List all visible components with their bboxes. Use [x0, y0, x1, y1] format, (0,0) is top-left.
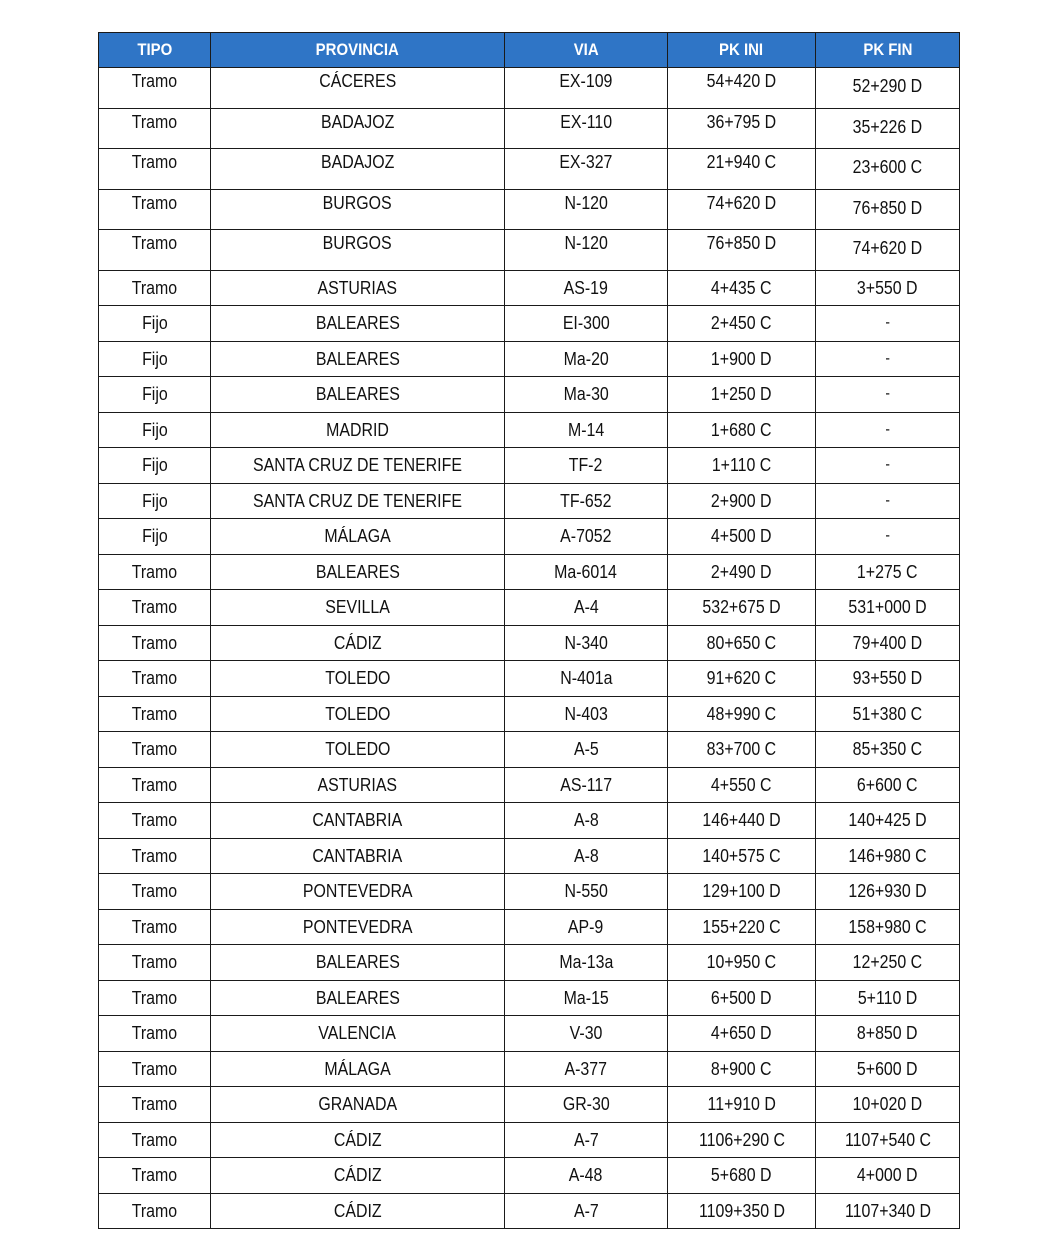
cell-tipo: Tramo — [99, 625, 211, 661]
cell-pk-fin: 79+400 D — [816, 625, 960, 661]
table-row — [99, 306, 960, 342]
cell-pk-fin: 1107+340 D — [816, 1193, 960, 1229]
cell-via: TF-652 — [505, 483, 668, 519]
cell-pk-ini: 11+910 D — [668, 1087, 816, 1123]
cell-via: A-8 — [505, 803, 668, 839]
cell-pk-fin: 531+000 D — [816, 590, 960, 626]
cell-provincia: BURGOS — [211, 230, 505, 271]
cell-via: A-4 — [505, 590, 668, 626]
cell-tipo: Tramo — [99, 1122, 211, 1158]
cell-pk-ini: 129+100 D — [668, 874, 816, 910]
cell-pk-ini: 4+550 C — [668, 767, 816, 803]
cell-via: GR-30 — [505, 1087, 668, 1123]
cell-tipo: Tramo — [99, 803, 211, 839]
cell-provincia: BALEARES — [211, 554, 505, 590]
cell-provincia: SANTA CRUZ DE TENERIFE — [211, 448, 505, 484]
cell-tipo: Tramo — [99, 149, 211, 190]
cell-provincia: MÁLAGA — [211, 519, 505, 555]
cell-pk-fin: 93+550 D — [816, 661, 960, 697]
cell-pk-fin: 74+620 D — [816, 230, 960, 271]
cell-pk-ini: 10+950 C — [668, 945, 816, 981]
cell-pk-ini: 1+250 D — [668, 377, 816, 413]
table-row — [99, 270, 960, 306]
cell-tipo: Tramo — [99, 270, 211, 306]
cell-via: Ma-6014 — [505, 554, 668, 590]
cell-via: Ma-15 — [505, 980, 668, 1016]
header-pk-ini: PK INI — [668, 33, 816, 68]
cell-via: Ma-20 — [505, 341, 668, 377]
cell-pk-ini: 6+500 D — [668, 980, 816, 1016]
table-row — [99, 230, 960, 271]
table-row — [99, 412, 960, 448]
cell-pk-ini: 36+795 D — [668, 108, 816, 149]
cell-pk-fin: 1107+540 C — [816, 1122, 960, 1158]
cell-tipo: Tramo — [99, 874, 211, 910]
cell-pk-fin: 76+850 D — [816, 189, 960, 230]
cell-tipo: Tramo — [99, 1016, 211, 1052]
cell-tipo: Fijo — [99, 412, 211, 448]
cell-pk-ini: 2+450 C — [668, 306, 816, 342]
cell-pk-ini: 1+900 D — [668, 341, 816, 377]
cell-via: AP-9 — [505, 909, 668, 945]
table-row — [99, 108, 960, 149]
table-row — [99, 1193, 960, 1229]
cell-tipo: Tramo — [99, 590, 211, 626]
table-row — [99, 696, 960, 732]
cell-provincia: BALEARES — [211, 306, 505, 342]
cell-pk-fin: - — [816, 412, 960, 448]
table-row — [99, 661, 960, 697]
header-via: VIA — [505, 33, 668, 68]
cell-via: Ma-30 — [505, 377, 668, 413]
table-row — [99, 1016, 960, 1052]
cell-provincia: VALENCIA — [211, 1016, 505, 1052]
cell-via: Ma-13a — [505, 945, 668, 981]
cell-tipo: Tramo — [99, 68, 211, 109]
cell-pk-ini: 155+220 C — [668, 909, 816, 945]
table-row — [99, 874, 960, 910]
cell-pk-fin: 52+290 D — [816, 68, 960, 109]
cell-tipo: Tramo — [99, 909, 211, 945]
cell-pk-fin: 10+020 D — [816, 1087, 960, 1123]
cell-provincia: TOLEDO — [211, 661, 505, 697]
cell-via: TF-2 — [505, 448, 668, 484]
cell-via: EI-300 — [505, 306, 668, 342]
cell-pk-fin: 3+550 D — [816, 270, 960, 306]
cell-pk-fin: 158+980 C — [816, 909, 960, 945]
table-row — [99, 980, 960, 1016]
cell-tipo: Tramo — [99, 230, 211, 271]
cell-tipo: Tramo — [99, 945, 211, 981]
cell-via: N-403 — [505, 696, 668, 732]
table-row — [99, 767, 960, 803]
cell-pk-ini: 1+110 C — [668, 448, 816, 484]
cell-pk-ini: 80+650 C — [668, 625, 816, 661]
cell-pk-ini: 54+420 D — [668, 68, 816, 109]
cell-tipo: Tramo — [99, 554, 211, 590]
cell-pk-fin: 51+380 C — [816, 696, 960, 732]
cell-provincia: MÁLAGA — [211, 1051, 505, 1087]
cell-tipo: Fijo — [99, 341, 211, 377]
table-row — [99, 341, 960, 377]
table-row — [99, 590, 960, 626]
cell-pk-fin: 140+425 D — [816, 803, 960, 839]
table-row — [99, 448, 960, 484]
cell-pk-fin: 146+980 C — [816, 838, 960, 874]
cell-pk-fin: - — [816, 306, 960, 342]
table-row — [99, 554, 960, 590]
cell-via: N-550 — [505, 874, 668, 910]
cell-via: N-120 — [505, 230, 668, 271]
cell-provincia: SEVILLA — [211, 590, 505, 626]
table-row — [99, 189, 960, 230]
cell-via: EX-110 — [505, 108, 668, 149]
table-row — [99, 68, 960, 109]
table-row — [99, 519, 960, 555]
table-row — [99, 483, 960, 519]
cell-provincia: TOLEDO — [211, 732, 505, 768]
cell-provincia: CÁDIZ — [211, 1193, 505, 1229]
header-provincia: PROVINCIA — [211, 33, 505, 68]
cell-provincia: CÁDIZ — [211, 1158, 505, 1194]
cell-tipo: Tramo — [99, 1158, 211, 1194]
cell-tipo: Fijo — [99, 519, 211, 555]
cell-provincia: BADAJOZ — [211, 108, 505, 149]
cell-via: EX-109 — [505, 68, 668, 109]
cell-via: N-401a — [505, 661, 668, 697]
cell-provincia: BALEARES — [211, 945, 505, 981]
cell-via: N-120 — [505, 189, 668, 230]
cell-pk-fin: - — [816, 341, 960, 377]
table-row — [99, 945, 960, 981]
cell-pk-ini: 2+490 D — [668, 554, 816, 590]
cell-pk-fin: 12+250 C — [816, 945, 960, 981]
cell-tipo: Fijo — [99, 306, 211, 342]
cell-provincia: ASTURIAS — [211, 270, 505, 306]
table-header-row — [99, 33, 960, 68]
cell-pk-fin: - — [816, 448, 960, 484]
cell-pk-fin: - — [816, 519, 960, 555]
cell-via: A-5 — [505, 732, 668, 768]
cell-tipo: Tramo — [99, 189, 211, 230]
cell-pk-fin: 5+600 D — [816, 1051, 960, 1087]
cell-via: V-30 — [505, 1016, 668, 1052]
cell-pk-ini: 83+700 C — [668, 732, 816, 768]
table-row — [99, 838, 960, 874]
cell-via: EX-327 — [505, 149, 668, 190]
cell-pk-ini: 74+620 D — [668, 189, 816, 230]
cell-via: M-14 — [505, 412, 668, 448]
table-row — [99, 1051, 960, 1087]
cell-tipo: Fijo — [99, 448, 211, 484]
cell-pk-fin: - — [816, 377, 960, 413]
cell-via: A-7 — [505, 1122, 668, 1158]
cell-tipo: Tramo — [99, 108, 211, 149]
cell-provincia: PONTEVEDRA — [211, 909, 505, 945]
cell-pk-ini: 8+900 C — [668, 1051, 816, 1087]
cell-tipo: Fijo — [99, 377, 211, 413]
cell-pk-ini: 2+900 D — [668, 483, 816, 519]
cell-pk-ini: 5+680 D — [668, 1158, 816, 1194]
cell-pk-ini: 4+435 C — [668, 270, 816, 306]
cell-via: AS-19 — [505, 270, 668, 306]
cell-tipo: Tramo — [99, 1087, 211, 1123]
table-row — [99, 377, 960, 413]
table-row — [99, 1122, 960, 1158]
table-row — [99, 803, 960, 839]
table-row — [99, 732, 960, 768]
cell-provincia: CÁDIZ — [211, 625, 505, 661]
cell-provincia: CÁCERES — [211, 68, 505, 109]
cell-provincia: BALEARES — [211, 980, 505, 1016]
cell-tipo: Tramo — [99, 661, 211, 697]
cell-pk-ini: 76+850 D — [668, 230, 816, 271]
cell-provincia: SANTA CRUZ DE TENERIFE — [211, 483, 505, 519]
cell-pk-ini: 146+440 D — [668, 803, 816, 839]
cell-via: AS-117 — [505, 767, 668, 803]
cell-via: A-8 — [505, 838, 668, 874]
cell-pk-fin: 23+600 C — [816, 149, 960, 190]
cell-pk-ini: 1106+290 C — [668, 1122, 816, 1158]
cell-provincia: BALEARES — [211, 377, 505, 413]
cell-pk-fin: - — [816, 483, 960, 519]
cell-pk-ini: 1+680 C — [668, 412, 816, 448]
cell-provincia: CANTABRIA — [211, 803, 505, 839]
cell-provincia: BURGOS — [211, 189, 505, 230]
cell-provincia: MADRID — [211, 412, 505, 448]
cell-provincia: CÁDIZ — [211, 1122, 505, 1158]
header-tipo: TIPO — [99, 33, 211, 68]
cell-provincia: BALEARES — [211, 341, 505, 377]
table-row — [99, 149, 960, 190]
cell-pk-fin: 6+600 C — [816, 767, 960, 803]
cell-pk-fin: 4+000 D — [816, 1158, 960, 1194]
cell-pk-ini: 48+990 C — [668, 696, 816, 732]
cell-via: N-340 — [505, 625, 668, 661]
cell-pk-ini: 21+940 C — [668, 149, 816, 190]
cell-pk-ini: 91+620 C — [668, 661, 816, 697]
cell-provincia: CANTABRIA — [211, 838, 505, 874]
cell-provincia: GRANADA — [211, 1087, 505, 1123]
cell-pk-ini: 4+650 D — [668, 1016, 816, 1052]
cell-pk-ini: 4+500 D — [668, 519, 816, 555]
cell-tipo: Tramo — [99, 732, 211, 768]
cell-via: A-7 — [505, 1193, 668, 1229]
cell-provincia: ASTURIAS — [211, 767, 505, 803]
cell-provincia: BADAJOZ — [211, 149, 505, 190]
table-row — [99, 625, 960, 661]
cell-pk-fin: 126+930 D — [816, 874, 960, 910]
cell-provincia: PONTEVEDRA — [211, 874, 505, 910]
cell-pk-fin: 35+226 D — [816, 108, 960, 149]
cell-pk-fin: 85+350 C — [816, 732, 960, 768]
cell-tipo: Tramo — [99, 1051, 211, 1087]
cell-via: A-377 — [505, 1051, 668, 1087]
table-body — [99, 68, 960, 1229]
cell-pk-fin: 8+850 D — [816, 1016, 960, 1052]
radar-locations-table — [98, 32, 960, 1229]
cell-via: A-48 — [505, 1158, 668, 1194]
cell-tipo: Tramo — [99, 838, 211, 874]
cell-tipo: Tramo — [99, 767, 211, 803]
cell-pk-ini: 532+675 D — [668, 590, 816, 626]
cell-provincia: TOLEDO — [211, 696, 505, 732]
cell-pk-ini: 140+575 C — [668, 838, 816, 874]
cell-tipo: Tramo — [99, 696, 211, 732]
cell-tipo: Tramo — [99, 980, 211, 1016]
cell-tipo: Fijo — [99, 483, 211, 519]
table-row — [99, 909, 960, 945]
cell-via: A-7052 — [505, 519, 668, 555]
cell-pk-fin: 1+275 C — [816, 554, 960, 590]
cell-tipo: Tramo — [99, 1193, 211, 1229]
cell-pk-fin: 5+110 D — [816, 980, 960, 1016]
cell-pk-ini: 1109+350 D — [668, 1193, 816, 1229]
table-row — [99, 1158, 960, 1194]
table-row — [99, 1087, 960, 1123]
header-pk-fin: PK FIN — [816, 33, 960, 68]
